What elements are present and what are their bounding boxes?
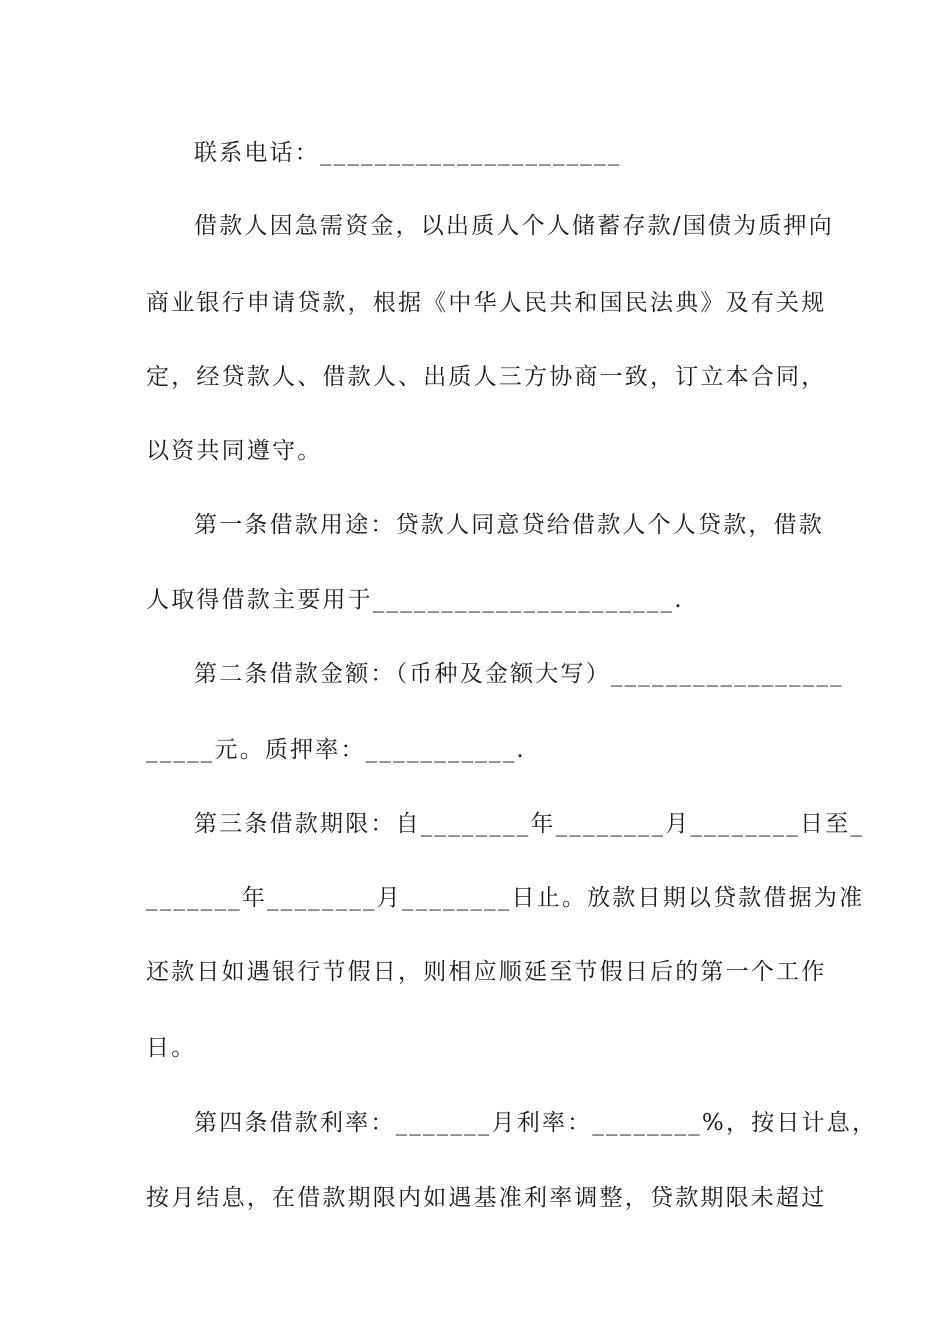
article-3-line-1: 第三条借款期限：自________年________月________日至_ [194, 811, 865, 837]
paragraph-intro-line-4: 以资共同遵守。 [146, 438, 323, 464]
paragraph-intro-line-3: 定，经贷款人、借款人、出质人三方协商一致，订立本合同， [146, 364, 827, 390]
article-3-line-3: 还款日如遇银行节假日，则相应顺延至节假日后的第一个工作 [146, 959, 827, 985]
paragraph-intro-line-2: 商业银行申请贷款，根据《中华人民共和国民法典》及有关规 [146, 290, 827, 316]
article-4-line-1: 第四条借款利率：_______月利率：________%，按日计息， [194, 1110, 878, 1136]
paragraph-intro-line-1: 借款人因急需资金，以出质人个人储蓄存款/国债为质押向 [194, 213, 834, 239]
article-1-line-2: 人取得借款主要用于______________________. [146, 587, 684, 613]
article-3-line-4: 日。 [146, 1035, 197, 1061]
article-3-line-2: _______年________月________日止。放款日期以贷款借据为准 [146, 885, 865, 911]
contact-phone-line: 联系电话：______________________ [194, 140, 622, 166]
article-2-line-1: 第二条借款金额：（币种及金额大写）_________________ [194, 661, 844, 687]
article-2-line-2: _____元。质押率：___________. [146, 737, 526, 763]
article-4-line-2: 按月结息，在借款期限内如遇基准利率调整，贷款期限未超过 [146, 1185, 827, 1211]
article-1-line-1: 第一条借款用途：贷款人同意贷给借款人个人贷款，借款 [194, 512, 824, 538]
